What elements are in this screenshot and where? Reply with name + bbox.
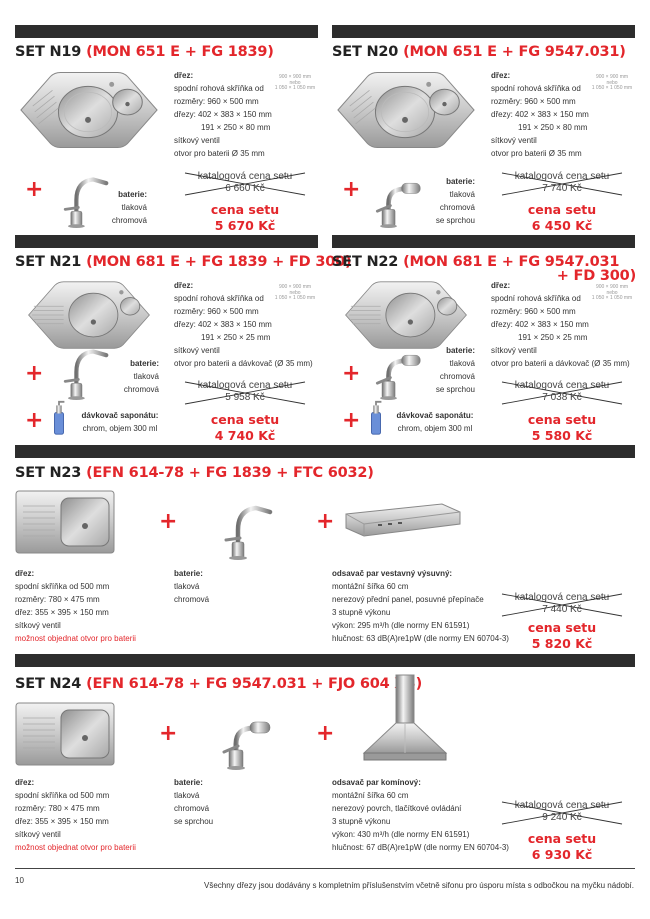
faucet-image — [364, 172, 428, 228]
faucet-spec — [436, 175, 475, 227]
set-name: SET N21 — [15, 254, 87, 270]
faucet-image — [210, 500, 278, 560]
spec-line: chromová — [174, 804, 210, 813]
spec-line: se sprchou — [435, 385, 475, 394]
plus-icon: + — [25, 408, 44, 433]
set-price: cena setu 6 450 Kč — [527, 202, 597, 233]
catalog-price: katalogová cena setu 5 958 Kč — [183, 380, 307, 406]
plus-icon: + — [342, 177, 361, 202]
spec-line: hlučnost: 63 dB(A)re1pW (dle normy EN 60704-3) — [332, 634, 509, 643]
set-price: cena setu 5 670 Kč — [210, 202, 280, 233]
set-name: SET N19 — [15, 44, 87, 60]
catalog-price: katalogová cena setu 7 740 Kč — [500, 171, 624, 197]
spec-label: baterie: — [174, 778, 203, 787]
spec-line: rozměry: 780 × 475 mm — [15, 595, 100, 604]
plus-icon: + — [159, 721, 178, 746]
faucet-image — [364, 344, 428, 400]
sink-spec — [15, 776, 136, 854]
set-parts: (MON 651 E + FG 9547.031) — [403, 44, 626, 60]
catalog-price: katalogová cena setu 6 660 Kč — [183, 171, 307, 197]
catalog-price: katalogová cena setu 9 240 Kč — [500, 800, 624, 826]
spec-label: dávkovač saponátu: — [81, 411, 159, 420]
plus-icon: + — [25, 361, 44, 386]
spec-label: baterie: — [446, 177, 475, 186]
plus-icon: + — [316, 721, 335, 746]
spec-line: sítkový ventil — [491, 346, 537, 355]
spec-line: rozměry: 960 × 500 mm — [491, 307, 576, 316]
spec-label: dřez: — [15, 778, 35, 787]
cabinet-size-note: 900 × 900 mm nebo 1 050 × 1 050 mm — [274, 74, 316, 91]
spec-line: rozměry: 960 × 500 mm — [174, 307, 259, 316]
hood-spec — [332, 776, 509, 854]
faucet-spec — [124, 357, 159, 396]
spec-line: chromová — [439, 372, 475, 381]
set-name: SET N23 — [15, 465, 87, 481]
set-price: cena setu 5 820 Kč — [527, 620, 597, 651]
faucet-spec — [174, 567, 209, 606]
spec-line: rozměry: 960 × 500 mm — [491, 97, 576, 106]
cabinet-size-note: 900 × 900 mm nebo 1 050 × 1 050 mm — [591, 74, 633, 91]
spec-line: spodní skříňka od 500 mm — [15, 582, 110, 591]
hood-image — [342, 500, 462, 540]
page-number: 10 — [15, 876, 24, 885]
sink-image — [15, 702, 115, 766]
spec-line: 3 stupně výkonu — [332, 817, 391, 826]
set-title — [15, 465, 374, 481]
spec-line: se sprchou — [435, 216, 475, 225]
spec-label: dřez: — [491, 281, 511, 290]
spec-line: sítkový ventil — [15, 621, 61, 630]
spec-label: dřez: — [491, 71, 511, 80]
soap-dispenser-image — [50, 400, 68, 436]
spec-line: tlaková — [133, 372, 159, 381]
spec-line: dřezy: 402 × 383 × 150 mm — [491, 320, 589, 329]
set-parts: (EFN 614-78 + FG 1839 + FTC 6032) — [86, 465, 374, 481]
spec-line: montážní šířka 60 cm — [332, 582, 409, 591]
spec-line: výkon: 295 m³/h (dle normy EN 61591) — [332, 621, 470, 630]
footer-divider — [15, 868, 635, 869]
faucet-spec — [174, 776, 213, 828]
spec-line: tlaková — [449, 359, 475, 368]
set-parts: (EFN 614-78 + FG 9547.031 + FJO 604 XS) — [86, 676, 423, 692]
plus-icon: + — [342, 361, 361, 386]
set-price: cena setu 4 740 Kč — [210, 412, 280, 443]
spec-label: dřez: — [15, 569, 35, 578]
spec-line: 3 stupně výkonu — [332, 608, 391, 617]
spec-line: hlučnost: 67 dB(A)re1pW (dle normy EN 60704-3) — [332, 843, 509, 852]
spec-line: tlaková — [121, 203, 147, 212]
cabinet-size-note: 900 × 900 mm nebo 1 050 × 1 050 mm — [591, 284, 633, 301]
sink-spec — [491, 69, 589, 160]
spec-label: baterie: — [118, 190, 147, 199]
plus-icon: + — [342, 408, 361, 433]
set-title — [15, 44, 274, 60]
hood-spec — [332, 567, 509, 645]
sink-image — [15, 280, 163, 350]
spec-line: možnost objednat otvor pro baterii — [15, 843, 136, 852]
soap-spec — [390, 409, 480, 435]
spec-line: sítkový ventil — [491, 136, 537, 145]
section-bar — [15, 25, 318, 38]
plus-icon: + — [159, 509, 178, 534]
sink-image — [332, 280, 480, 350]
set-name: SET N24 — [15, 676, 87, 692]
set-parts: (MON 681 E + FG 1839 + FD 300) — [86, 254, 352, 270]
plus-icon: + — [25, 177, 44, 202]
spec-line: 191 × 250 × 25 mm — [201, 333, 271, 342]
section-bar — [332, 25, 635, 38]
section-bar — [15, 445, 635, 458]
spec-line: tlaková — [449, 190, 475, 199]
spec-line: spodní rohová skříňka od — [174, 84, 264, 93]
spec-label: odsavač par vestavný výsuvný: — [332, 569, 453, 578]
spec-line: výkon: 430 m³/h (dle normy EN 61591) — [332, 830, 470, 839]
spec-label: baterie: — [130, 359, 159, 368]
spec-line: se sprchou — [174, 817, 214, 826]
spec-line: otvor pro baterii Ø 35 mm — [174, 149, 265, 158]
spec-line: dřezy: 402 × 383 × 150 mm — [491, 110, 589, 119]
soap-dispenser-image — [367, 400, 385, 436]
set-price: cena setu 5 580 Kč — [527, 412, 597, 443]
sink-spec — [15, 567, 136, 645]
section-bar — [332, 235, 635, 248]
faucet-image — [50, 172, 114, 228]
spec-line: dřez: 355 × 395 × 150 mm — [15, 817, 109, 826]
section-bar — [15, 235, 318, 248]
spec-line: chromová — [111, 216, 147, 225]
spec-line: montážní šířka 60 cm — [332, 791, 409, 800]
spec-line: spodní rohová skříňka od — [491, 84, 581, 93]
spec-line: chromová — [123, 385, 159, 394]
spec-label: odsavač par komínový: — [332, 778, 421, 787]
soap-spec — [75, 409, 165, 435]
hood-image — [360, 673, 450, 763]
spec-label: baterie: — [446, 346, 475, 355]
set-title — [332, 44, 626, 60]
spec-line: tlaková — [174, 791, 200, 800]
footnote: Všechny dřezy jsou dodávány s kompletním příslušenstvím včetně sifonu pro úsporu místa s odbočkou na myčku nádobí. — [204, 881, 634, 890]
spec-line: chrom, objem 300 ml — [82, 424, 158, 433]
faucet-spec — [436, 344, 475, 396]
spec-line: dřez: 355 × 395 × 150 mm — [15, 608, 109, 617]
spec-line: nerezový přední panel, posuvné přepínače — [332, 595, 484, 604]
faucet-image — [50, 344, 114, 400]
spec-line: otvor pro baterii a dávkovač (Ø 35 mm) — [174, 359, 313, 368]
spec-line: sítkový ventil — [174, 136, 220, 145]
spec-line: tlaková — [174, 582, 200, 591]
spec-line: sítkový ventil — [15, 830, 61, 839]
cabinet-size-note: 900 × 900 mm nebo 1 050 × 1 050 mm — [274, 284, 316, 301]
spec-line: dřezy: 402 × 383 × 150 mm — [174, 110, 272, 119]
section-bar — [15, 654, 635, 667]
set-parts: (MON 651 E + FG 1839) — [86, 44, 274, 60]
catalog-price: katalogová cena setu 7 038 Kč — [500, 380, 624, 406]
spec-line: sítkový ventil — [174, 346, 220, 355]
plus-icon: + — [316, 509, 335, 534]
set-parts: (MON 681 E + FG 9547.031 — [403, 254, 620, 270]
spec-line: spodní skříňka od 500 mm — [15, 791, 110, 800]
spec-line: chrom, objem 300 ml — [397, 424, 473, 433]
spec-line: chromová — [174, 595, 210, 604]
spec-line: otvor pro baterii a dávkovač (Ø 35 mm) — [491, 359, 630, 368]
spec-label: dávkovač saponátu: — [396, 411, 474, 420]
spec-label: dřez: — [174, 281, 194, 290]
spec-line: spodní rohová skříňka od — [491, 294, 581, 303]
spec-line: rozměry: 780 × 475 mm — [15, 804, 100, 813]
spec-line: spodní rohová skříňka od — [174, 294, 264, 303]
spec-line: 191 × 250 × 80 mm — [201, 123, 271, 132]
set-parts: + FD 300) — [556, 268, 636, 284]
spec-line: chromová — [439, 203, 475, 212]
catalog-price: katalogová cena setu 7 440 Kč — [500, 592, 624, 618]
spec-line: rozměry: 960 × 500 mm — [174, 97, 259, 106]
set-price: cena setu 6 930 Kč — [527, 831, 597, 862]
faucet-image — [210, 710, 278, 770]
faucet-spec — [112, 188, 147, 227]
sink-image — [332, 70, 480, 150]
spec-line: 191 × 250 × 80 mm — [518, 123, 588, 132]
sink-image — [15, 70, 163, 150]
sink-spec — [174, 69, 272, 160]
spec-line: 191 × 250 × 25 mm — [518, 333, 588, 342]
set-name: SET N20 — [332, 44, 404, 60]
spec-line: nerezový povrch, tlačítkové ovládání — [332, 804, 462, 813]
spec-label: dřez: — [174, 71, 194, 80]
spec-line: možnost objednat otvor pro baterii — [15, 634, 136, 643]
spec-line: otvor pro baterii Ø 35 mm — [491, 149, 582, 158]
set-title — [15, 254, 351, 270]
sink-image — [15, 490, 115, 554]
set-name: SET N22 — [332, 254, 404, 270]
spec-label: baterie: — [174, 569, 203, 578]
spec-line: dřezy: 402 × 383 × 150 mm — [174, 320, 272, 329]
